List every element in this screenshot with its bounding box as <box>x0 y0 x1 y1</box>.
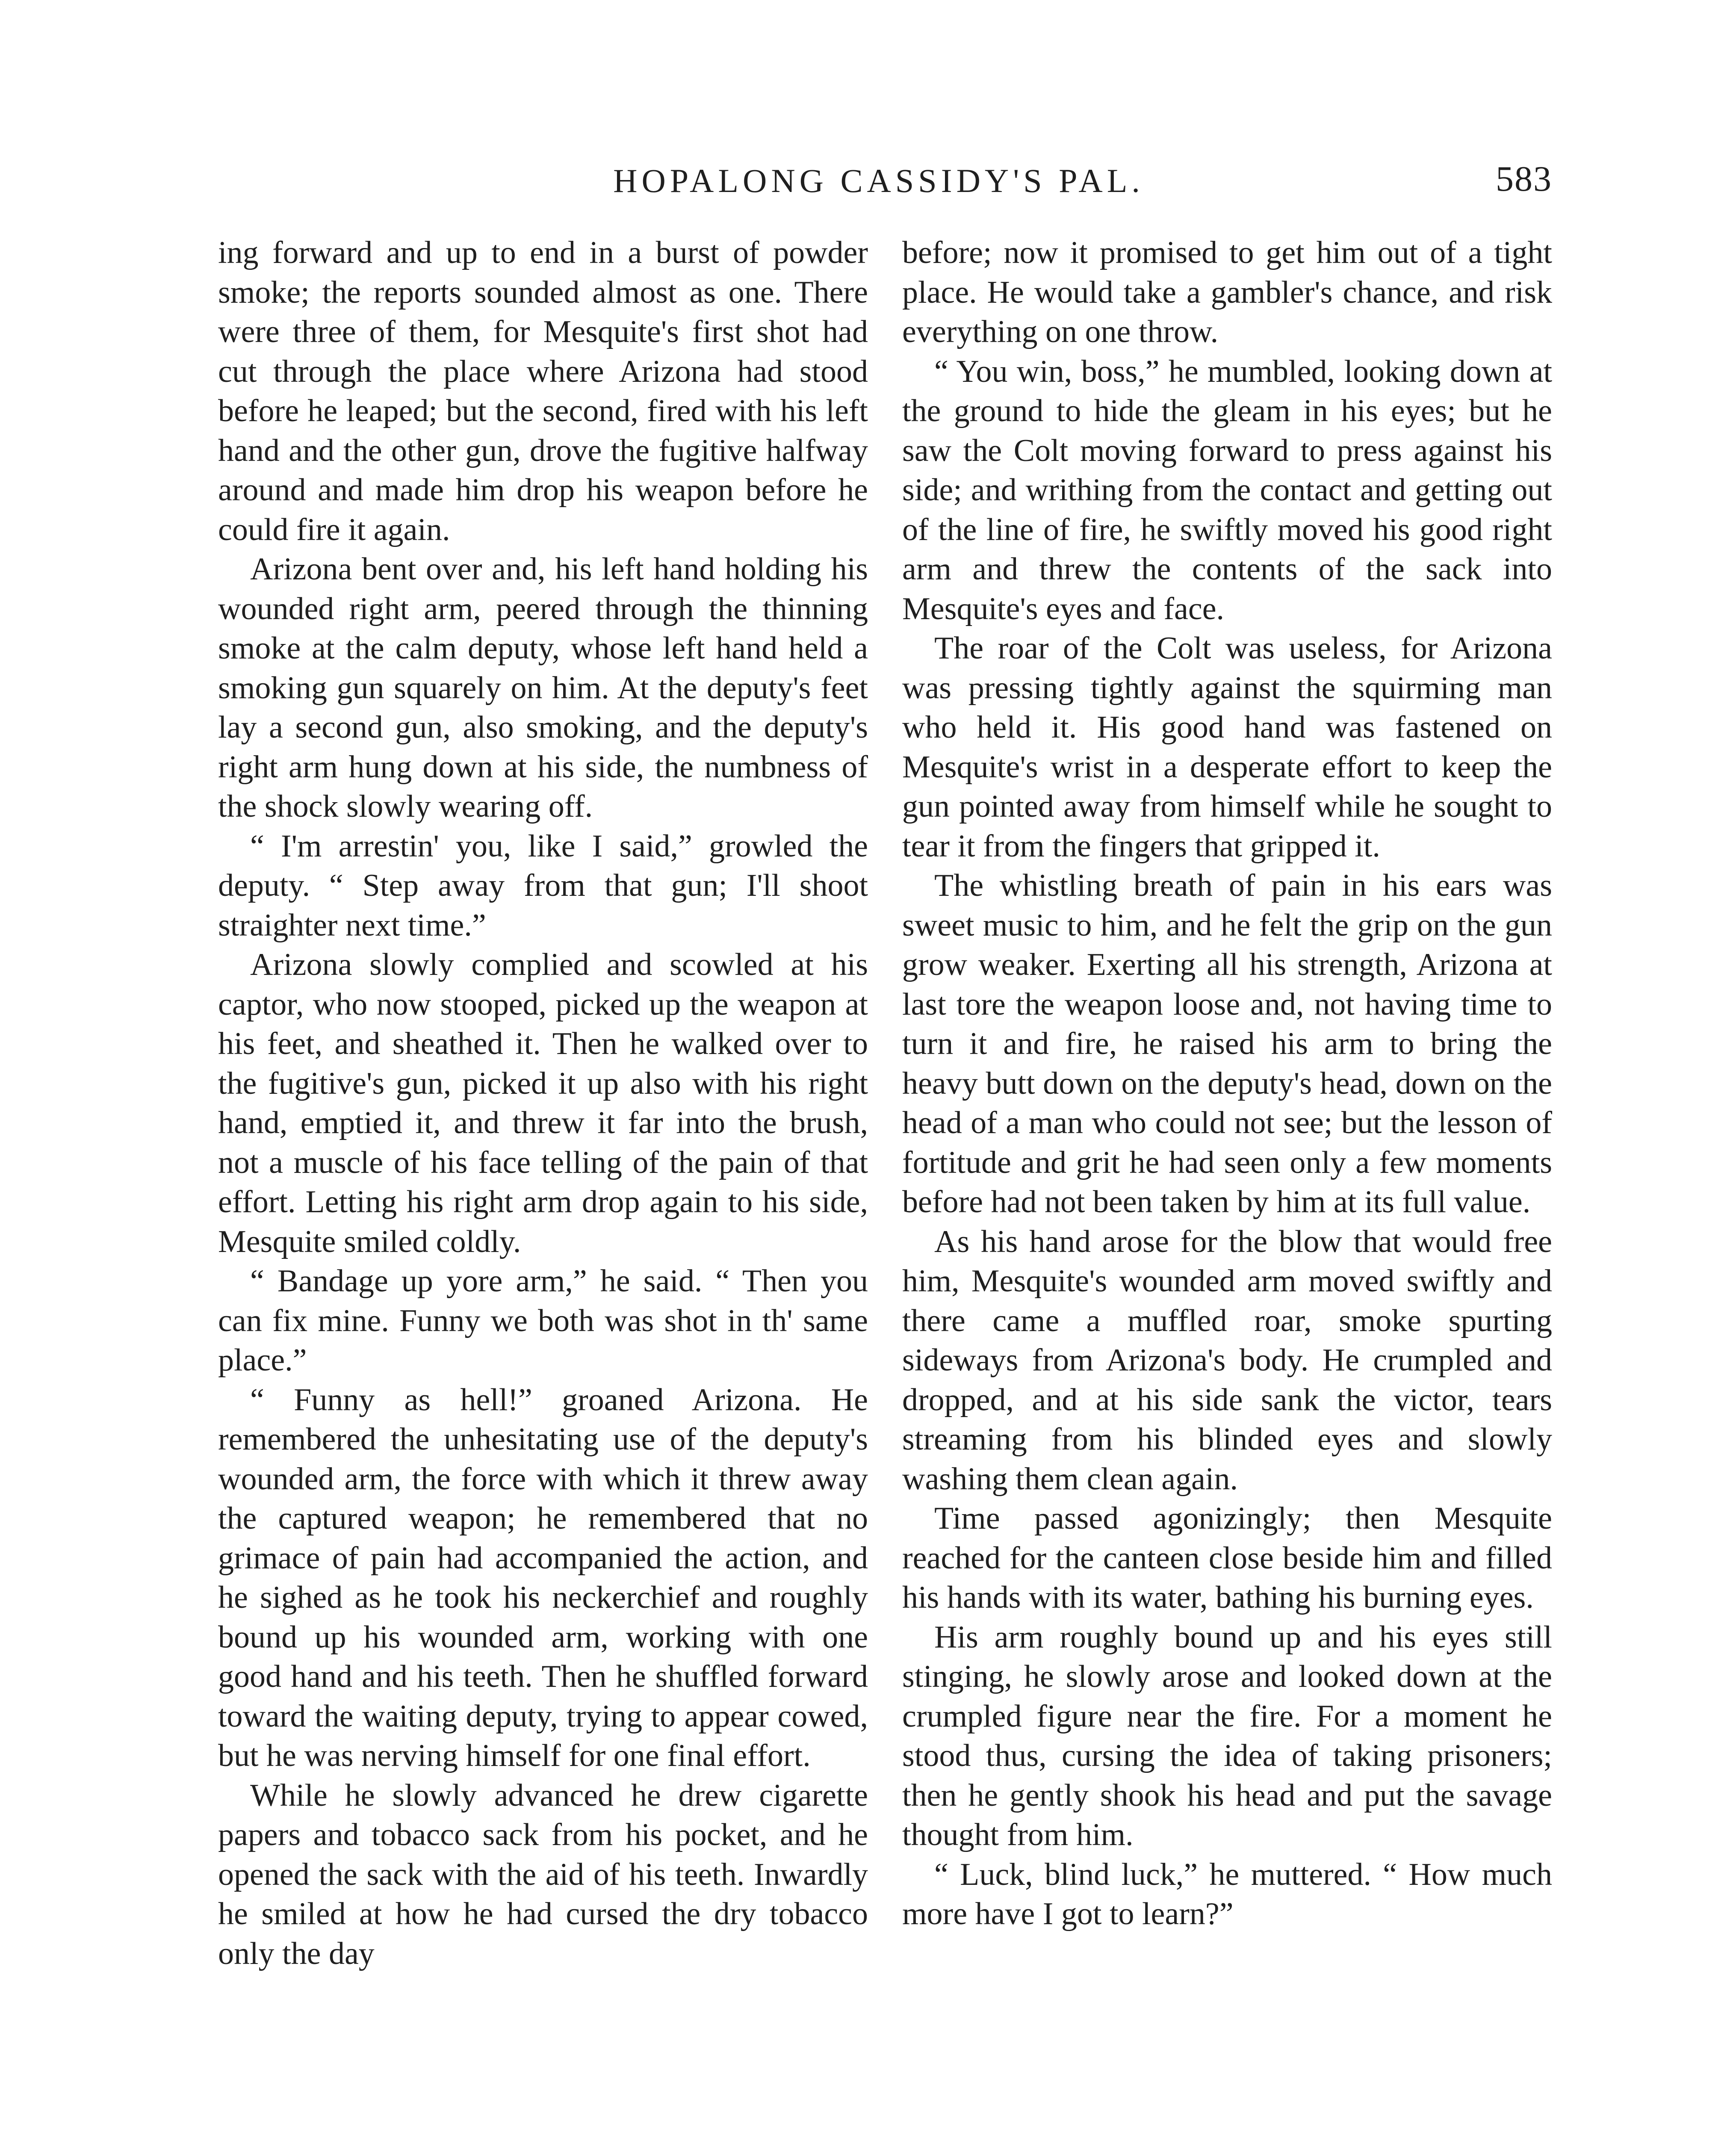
paragraph: The whistling breath of pain in his ears was sweet music to him, and he felt the grip on the gun grow weaker. Exerting all his strength, Arizona at last tore the weapon loose and, not having time to turn it and fire, he raised his arm to bring the heavy butt down on the deputy's head, down on the head of a man who could not see; but the lesson of fortitude and grit he had seen only a few moments before had not been taken by him at its full value. <box>902 868 1552 1220</box>
paragraph: “ Luck, blind luck,” he muttered. “ How much more have I got to learn?” <box>902 1857 1552 1931</box>
paragraph: The roar of the Colt was useless, for Arizona was pressing tightly against the squirming man who held it. His good hand was fastened on Mesquite's wrist in a desperate effort to keep the gun pointed away from himself while he sought to tear it from the fingers that gripped it. <box>902 631 1552 864</box>
paragraph: While he slowly advanced he drew cigarette papers and tobacco sack from his pocket, and he opened the sack with the aid of his teeth. Inwardly he smiled at how he had cursed the dry tobacco only the day <box>218 1778 868 1971</box>
paragraph: “ Bandage up yore arm,” he said. “ Then you can fix mine. Funny we both was shot in th' same place.” <box>218 1264 868 1378</box>
left-column <box>218 233 868 1973</box>
paragraph: “ I'm arrestin' you, like I said,” growled the deputy. “ Step away from that gun; I'll shoot straighter next time.” <box>218 828 868 943</box>
page-number: 583 <box>1496 159 1552 199</box>
paragraph: Time passed agonizingly; then Mesquite reached for the canteen close beside him and filled his hands with its water, bathing his burning eyes. <box>902 1501 1552 1615</box>
paragraph: “ You win, boss,” he mumbled, looking down at the ground to hide the gleam in his eyes; but he saw the Colt moving forward to press against his side; and writhing from the contact and getting out of the line of fire, he swiftly moved his good right arm and threw the contents of the sack into Mesquite's eyes and face. <box>902 354 1552 626</box>
right-column <box>902 233 1552 1934</box>
paragraph: ing forward and up to end in a burst of powder smoke; the reports sounded almost as one. There were three of them, for Mesquite's first shot had cut through the place where Arizona had stood before he leaped; but the second, fired with his left hand and the other gun, drove the fugitive halfway around and made him drop his weapon before he could fire it again. <box>218 235 868 547</box>
paragraph: before; now it promised to get him out of a tight place. He would take a gambler's chance, and risk everything on one throw. <box>902 235 1552 349</box>
paragraph: As his hand arose for the blow that would free him, Mesquite's wounded arm moved swiftly and there came a muffled roar, smoke spurting sideways from Arizona's body. He crumpled and dropped, and at his side sank the victor, tears streaming from his blinded eyes and slowly washing them clean again. <box>902 1224 1552 1497</box>
paragraph: Arizona bent over and, his left hand holding his wounded right arm, peered through the thinning smoke at the calm deputy, whose left hand held a smoking gun squarely on him. At the deputy's feet lay a second gun, also smoking, and the deputy's right arm hung down at his side, the numbness of the shock slowly wearing off. <box>218 552 868 824</box>
running-title: HOPALONG CASSIDY'S PAL. <box>613 162 1144 199</box>
page-header <box>205 158 1552 210</box>
paragraph: His arm roughly bound up and his eyes still stinging, he slowly arose and looked down at the crumpled figure near the fire. For a moment he stood thus, cursing the idea of taking prisoners; then he gently shook his head and put the savage thought from him. <box>902 1619 1552 1852</box>
paragraph: “ Funny as hell!” groaned Arizona. He remembered the unhesitating use of the deputy's wounded arm, the force with which it threw away the captured weapon; he remembered that no grimace of pain had accompanied the action, and he sighed as he took his neckerchief and roughly bound up his wounded arm, working with one good hand and his teeth. Then he shuffled forward toward the waiting deputy, trying to appear cowed, but he was nerving himself for one final effort. <box>218 1382 868 1773</box>
paragraph: Arizona slowly complied and scowled at his captor, who now stooped, picked up the weapon at his feet, and sheathed it. Then he walked over to the fugitive's gun, picked it up also with his right hand, emptied it, and threw it far into the brush, not a muscle of his face telling of the pain of that effort. Letting his right arm drop again to his side, Mesquite smiled coldly. <box>218 947 868 1259</box>
